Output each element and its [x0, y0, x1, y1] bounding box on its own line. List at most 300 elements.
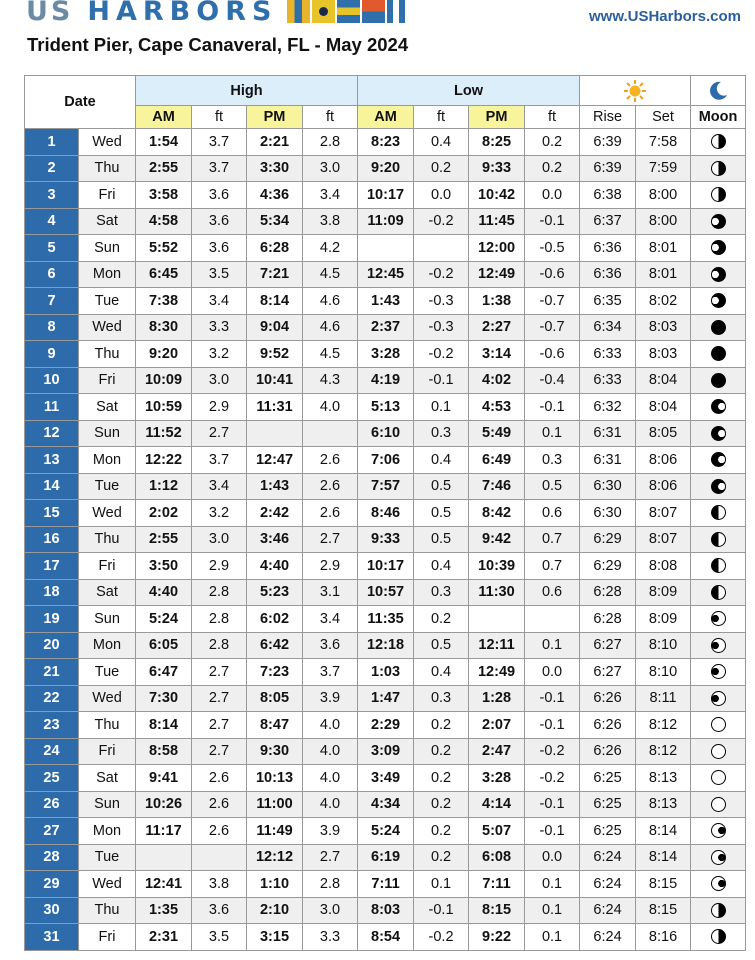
low-am-time: 1:47	[358, 685, 414, 712]
high-pm-time: 9:04	[247, 314, 303, 341]
sunset-time: 8:07	[636, 526, 691, 553]
day-number: 12	[25, 420, 79, 447]
weekday: Thu	[79, 526, 136, 553]
low-am-height: 0.2	[414, 738, 469, 765]
moon-phase-icon	[711, 611, 726, 626]
sun-header	[580, 76, 691, 106]
high-pm-height: 4.0	[303, 738, 358, 765]
high-pm-height: 4.0	[303, 765, 358, 792]
low-am-time: 2:37	[358, 314, 414, 341]
high-pm-time: 4:40	[247, 553, 303, 580]
sunrise-time: 6:33	[580, 341, 636, 368]
moon-phase-icon	[711, 823, 726, 838]
sunset-time: 8:06	[636, 447, 691, 474]
sunset-time: 8:07	[636, 500, 691, 527]
moon-phase-icon	[711, 399, 726, 414]
weekday: Mon	[79, 632, 136, 659]
sunset-time: 8:16	[636, 924, 691, 951]
moon-phase-icon	[711, 691, 726, 706]
low-pm-time: 4:02	[469, 367, 525, 394]
high-am-time: 2:02	[136, 500, 192, 527]
day-number: 30	[25, 897, 79, 924]
weekday: Fri	[79, 553, 136, 580]
sunset-time: 8:09	[636, 579, 691, 606]
sunrise-time: 6:26	[580, 712, 636, 739]
low-am-time: 8:54	[358, 924, 414, 951]
high-pm-time: 7:23	[247, 659, 303, 686]
high-am-height: 2.7	[192, 712, 247, 739]
moon-phase-cell	[691, 500, 746, 527]
moon-phase-icon	[711, 479, 726, 494]
sunrise-time: 6:29	[580, 553, 636, 580]
moon-phase-cell	[691, 261, 746, 288]
low-pm-time: 4:14	[469, 791, 525, 818]
low-am-time: 6:10	[358, 420, 414, 447]
table-row	[25, 712, 746, 739]
high-am-time: 7:38	[136, 288, 192, 315]
sunrise-time: 6:30	[580, 473, 636, 500]
high-am-height: 3.6	[192, 235, 247, 262]
low-am-height: -0.1	[414, 367, 469, 394]
sunset-time: 8:08	[636, 553, 691, 580]
sunrise-time: 6:28	[580, 579, 636, 606]
sunrise-time: 6:38	[580, 182, 636, 209]
day-number: 28	[25, 844, 79, 871]
sunrise-time: 6:39	[580, 129, 636, 156]
high-am-time: 8:58	[136, 738, 192, 765]
day-number: 29	[25, 871, 79, 898]
low-pm-time: 11:30	[469, 579, 525, 606]
day-number: 5	[25, 235, 79, 262]
low-am-height: 0.5	[414, 632, 469, 659]
sunset-time: 8:00	[636, 182, 691, 209]
high-pm-height: 4.6	[303, 288, 358, 315]
high-am-height: 3.7	[192, 447, 247, 474]
low-pm-time: 2:47	[469, 738, 525, 765]
high-am-height: 3.6	[192, 897, 247, 924]
table-row	[25, 314, 746, 341]
moon-phase-cell	[691, 791, 746, 818]
low-pm-time: 8:15	[469, 897, 525, 924]
weekday: Sat	[79, 579, 136, 606]
weekday: Sun	[79, 420, 136, 447]
low-am-ft-header: ft	[414, 106, 469, 129]
moon-phase-icon	[711, 929, 726, 944]
weekday: Sat	[79, 208, 136, 235]
moon-phase-cell	[691, 155, 746, 182]
high-pm-height: 3.3	[303, 924, 358, 951]
sunset-time: 8:15	[636, 871, 691, 898]
low-pm-time: 5:49	[469, 420, 525, 447]
high-am-height: 3.2	[192, 341, 247, 368]
low-am-time: 3:09	[358, 738, 414, 765]
weekday: Wed	[79, 129, 136, 156]
low-am-height: 0.5	[414, 500, 469, 527]
low-am-time: 5:13	[358, 394, 414, 421]
low-pm-time: 12:11	[469, 632, 525, 659]
low-am-height: 0.4	[414, 659, 469, 686]
high-pm-time: 10:13	[247, 765, 303, 792]
low-am-height: -0.3	[414, 288, 469, 315]
high-pm-height: 3.9	[303, 685, 358, 712]
low-am-height: 0.2	[414, 844, 469, 871]
moon-phase-cell	[691, 738, 746, 765]
moon-phase-icon	[711, 187, 726, 202]
moon-phase-cell	[691, 526, 746, 553]
high-pm-time: 8:05	[247, 685, 303, 712]
low-am-time: 9:33	[358, 526, 414, 553]
low-pm-height	[525, 606, 580, 633]
high-pm-time: 4:36	[247, 182, 303, 209]
moon-phase-icon	[711, 505, 726, 520]
moon-phase-icon	[711, 373, 726, 388]
low-am-time: 12:45	[358, 261, 414, 288]
moon-phase-cell	[691, 553, 746, 580]
moon-phase-cell	[691, 420, 746, 447]
usharbors-logo	[26, 0, 410, 26]
moon-phase-cell	[691, 314, 746, 341]
high-am-height: 3.5	[192, 261, 247, 288]
day-number: 10	[25, 367, 79, 394]
day-number: 25	[25, 765, 79, 792]
low-pm-time: 9:42	[469, 526, 525, 553]
low-am-time: 7:57	[358, 473, 414, 500]
moon-phase-cell	[691, 685, 746, 712]
day-number: 23	[25, 712, 79, 739]
low-pm-time: 8:25	[469, 129, 525, 156]
sunset-time: 8:14	[636, 818, 691, 845]
low-am-height: 0.2	[414, 712, 469, 739]
low-pm-time: 12:49	[469, 261, 525, 288]
low-am-header: AM	[358, 106, 414, 129]
high-pm-height: 2.6	[303, 447, 358, 474]
weekday: Wed	[79, 685, 136, 712]
sunrise-header: Rise	[580, 106, 636, 129]
low-am-time: 11:09	[358, 208, 414, 235]
high-header: High	[136, 76, 358, 106]
moon-header: Moon	[691, 106, 746, 129]
high-am-height: 3.2	[192, 500, 247, 527]
high-am-height: 2.6	[192, 818, 247, 845]
sunset-time: 8:03	[636, 314, 691, 341]
moon-phase-icon	[711, 134, 726, 149]
low-pm-height: -0.7	[525, 288, 580, 315]
day-number: 21	[25, 659, 79, 686]
sunrise-time: 6:25	[580, 818, 636, 845]
sunset-time: 8:04	[636, 394, 691, 421]
weekday: Thu	[79, 341, 136, 368]
sunset-time: 8:09	[636, 606, 691, 633]
day-number: 18	[25, 579, 79, 606]
low-pm-header: PM	[469, 106, 525, 129]
sunrise-time: 6:37	[580, 208, 636, 235]
low-am-height: 0.0	[414, 182, 469, 209]
high-am-height: 2.6	[192, 791, 247, 818]
moon-phase-cell	[691, 394, 746, 421]
high-pm-height: 3.4	[303, 182, 358, 209]
day-number: 17	[25, 553, 79, 580]
low-pm-height: 0.1	[525, 897, 580, 924]
moon-phase-cell	[691, 579, 746, 606]
page-title: Trident Pier, Cape Canaveral, FL - May 2024	[27, 34, 409, 55]
moon-phase-cell	[691, 341, 746, 368]
table-row	[25, 526, 746, 553]
high-pm-time: 8:47	[247, 712, 303, 739]
sunset-time: 7:59	[636, 155, 691, 182]
low-pm-time: 6:08	[469, 844, 525, 871]
low-am-time: 10:17	[358, 553, 414, 580]
weekday: Tue	[79, 659, 136, 686]
high-pm-height: 3.0	[303, 155, 358, 182]
sunrise-time: 6:24	[580, 844, 636, 871]
low-pm-height: -0.7	[525, 314, 580, 341]
low-am-time: 5:24	[358, 818, 414, 845]
high-pm-height: 3.4	[303, 606, 358, 633]
low-pm-height: -0.6	[525, 341, 580, 368]
sunset-time: 8:10	[636, 632, 691, 659]
logo-us-text: US	[26, 0, 74, 27]
high-am-height: 2.9	[192, 553, 247, 580]
low-am-height: -0.2	[414, 261, 469, 288]
low-pm-height: -0.6	[525, 261, 580, 288]
low-pm-height: -0.1	[525, 394, 580, 421]
low-am-time: 2:29	[358, 712, 414, 739]
high-pm-time: 3:15	[247, 924, 303, 951]
sunrise-time: 6:27	[580, 659, 636, 686]
moon-phase-icon	[711, 532, 726, 547]
low-am-height: 0.2	[414, 791, 469, 818]
low-pm-time: 12:49	[469, 659, 525, 686]
low-am-time: 4:34	[358, 791, 414, 818]
moon-phase-icon	[711, 346, 726, 361]
high-pm-height: 4.5	[303, 341, 358, 368]
high-pm-height: 2.6	[303, 500, 358, 527]
table-row	[25, 818, 746, 845]
low-am-time: 3:49	[358, 765, 414, 792]
low-pm-height: 0.6	[525, 500, 580, 527]
high-pm-time: 11:00	[247, 791, 303, 818]
low-pm-height: 0.1	[525, 871, 580, 898]
low-pm-time: 2:07	[469, 712, 525, 739]
high-pm-height: 2.8	[303, 129, 358, 156]
table-row	[25, 447, 746, 474]
sunrise-time: 6:24	[580, 897, 636, 924]
high-am-height: 2.7	[192, 738, 247, 765]
moon-phase-cell	[691, 632, 746, 659]
sunset-time: 8:12	[636, 712, 691, 739]
high-pm-time: 2:21	[247, 129, 303, 156]
day-number: 4	[25, 208, 79, 235]
high-am-time: 10:09	[136, 367, 192, 394]
moon-phase-icon	[711, 267, 726, 282]
day-number: 3	[25, 182, 79, 209]
weekday: Mon	[79, 261, 136, 288]
low-am-height: -0.2	[414, 208, 469, 235]
high-pm-time: 3:30	[247, 155, 303, 182]
low-pm-height: -0.2	[525, 738, 580, 765]
low-pm-height: 0.3	[525, 447, 580, 474]
day-number: 14	[25, 473, 79, 500]
high-am-height: 3.5	[192, 924, 247, 951]
low-am-height: 0.2	[414, 818, 469, 845]
low-pm-height: -0.4	[525, 367, 580, 394]
moon-phase-icon	[711, 558, 726, 573]
high-am-time: 7:30	[136, 685, 192, 712]
table-row	[25, 288, 746, 315]
table-row	[25, 394, 746, 421]
low-pm-height: -0.1	[525, 712, 580, 739]
low-am-height: -0.3	[414, 314, 469, 341]
low-pm-time: 10:39	[469, 553, 525, 580]
day-number: 16	[25, 526, 79, 553]
weekday: Mon	[79, 818, 136, 845]
flag-3-icon	[337, 0, 360, 23]
moon-phase-icon	[711, 585, 726, 600]
day-number: 31	[25, 924, 79, 951]
moon-phase-cell	[691, 235, 746, 262]
high-pm-height: 3.7	[303, 659, 358, 686]
moon-header-icon-cell	[691, 76, 746, 106]
sunrise-time: 6:31	[580, 420, 636, 447]
low-pm-time: 3:28	[469, 765, 525, 792]
sunset-time: 8:03	[636, 341, 691, 368]
moon-phase-cell	[691, 871, 746, 898]
high-am-time	[136, 844, 192, 871]
day-number: 11	[25, 394, 79, 421]
moon-phase-cell	[691, 473, 746, 500]
sunset-time: 8:06	[636, 473, 691, 500]
moon-phase-cell	[691, 606, 746, 633]
high-pm-time: 10:41	[247, 367, 303, 394]
high-pm-time: 12:47	[247, 447, 303, 474]
sunrise-time: 6:25	[580, 791, 636, 818]
high-am-time: 6:47	[136, 659, 192, 686]
weekday: Fri	[79, 182, 136, 209]
high-pm-height: 4.0	[303, 791, 358, 818]
high-am-height: 3.3	[192, 314, 247, 341]
high-pm-height: 2.7	[303, 844, 358, 871]
low-pm-height: -0.2	[525, 765, 580, 792]
low-pm-time	[469, 606, 525, 633]
sunset-header: Set	[636, 106, 691, 129]
high-am-time: 8:14	[136, 712, 192, 739]
low-pm-ft-header: ft	[525, 106, 580, 129]
high-am-height: 2.7	[192, 659, 247, 686]
high-pm-height: 2.9	[303, 553, 358, 580]
high-am-height: 3.4	[192, 473, 247, 500]
high-am-time: 5:52	[136, 235, 192, 262]
high-am-time: 10:59	[136, 394, 192, 421]
high-pm-time: 9:52	[247, 341, 303, 368]
table-row	[25, 473, 746, 500]
crescent-moon-icon	[707, 80, 729, 102]
low-pm-time: 6:49	[469, 447, 525, 474]
low-am-time: 11:35	[358, 606, 414, 633]
table-row	[25, 844, 746, 871]
low-am-time: 6:19	[358, 844, 414, 871]
moon-phase-icon	[711, 240, 726, 255]
moon-phase-cell	[691, 765, 746, 792]
low-pm-time: 12:00	[469, 235, 525, 262]
high-am-time: 3:50	[136, 553, 192, 580]
high-pm-time: 6:02	[247, 606, 303, 633]
low-pm-time: 5:07	[469, 818, 525, 845]
weekday: Mon	[79, 447, 136, 474]
date-header: Date	[25, 76, 136, 129]
low-pm-height: 0.1	[525, 632, 580, 659]
high-am-time: 2:31	[136, 924, 192, 951]
high-am-time: 1:12	[136, 473, 192, 500]
high-pm-height: 2.7	[303, 526, 358, 553]
table-row	[25, 579, 746, 606]
moon-phase-cell	[691, 818, 746, 845]
moon-phase-icon	[711, 426, 726, 441]
high-pm-height: 4.3	[303, 367, 358, 394]
day-number: 27	[25, 818, 79, 845]
low-pm-height: 0.1	[525, 924, 580, 951]
low-pm-time: 9:22	[469, 924, 525, 951]
low-am-height: 0.3	[414, 685, 469, 712]
high-am-height: 3.6	[192, 182, 247, 209]
low-am-height: 0.1	[414, 394, 469, 421]
sunset-time: 8:02	[636, 288, 691, 315]
weekday: Wed	[79, 871, 136, 898]
weekday: Sun	[79, 606, 136, 633]
high-pm-time: 5:23	[247, 579, 303, 606]
table-row	[25, 924, 746, 951]
moon-phase-cell	[691, 367, 746, 394]
high-am-header: AM	[136, 106, 192, 129]
day-number: 8	[25, 314, 79, 341]
sunset-time: 8:04	[636, 367, 691, 394]
sunrise-time: 6:25	[580, 765, 636, 792]
high-am-time: 6:05	[136, 632, 192, 659]
low-am-time: 3:28	[358, 341, 414, 368]
low-pm-time: 3:14	[469, 341, 525, 368]
sunrise-time: 6:36	[580, 235, 636, 262]
high-pm-time: 1:10	[247, 871, 303, 898]
low-pm-height: 0.0	[525, 659, 580, 686]
low-am-time: 7:11	[358, 871, 414, 898]
high-am-time: 9:20	[136, 341, 192, 368]
moon-phase-icon	[711, 876, 726, 891]
low-pm-time: 4:53	[469, 394, 525, 421]
website-link[interactable]: www.USHarbors.com	[589, 8, 741, 25]
weekday: Fri	[79, 367, 136, 394]
sunset-time: 8:13	[636, 765, 691, 792]
table-row	[25, 367, 746, 394]
moon-phase-cell	[691, 129, 746, 156]
high-pm-header: PM	[247, 106, 303, 129]
high-am-height: 3.6	[192, 208, 247, 235]
sunrise-time: 6:31	[580, 447, 636, 474]
moon-phase-icon	[711, 293, 726, 308]
day-number: 22	[25, 685, 79, 712]
high-pm-time: 6:42	[247, 632, 303, 659]
sunset-time: 7:58	[636, 129, 691, 156]
sunrise-time: 6:24	[580, 871, 636, 898]
high-am-time: 11:17	[136, 818, 192, 845]
low-am-height: 0.1	[414, 871, 469, 898]
high-pm-time	[247, 420, 303, 447]
high-pm-time: 9:30	[247, 738, 303, 765]
day-number: 19	[25, 606, 79, 633]
table-row	[25, 553, 746, 580]
high-pm-time: 8:14	[247, 288, 303, 315]
moon-phase-icon	[711, 744, 726, 759]
high-pm-height: 2.8	[303, 871, 358, 898]
table-row	[25, 659, 746, 686]
